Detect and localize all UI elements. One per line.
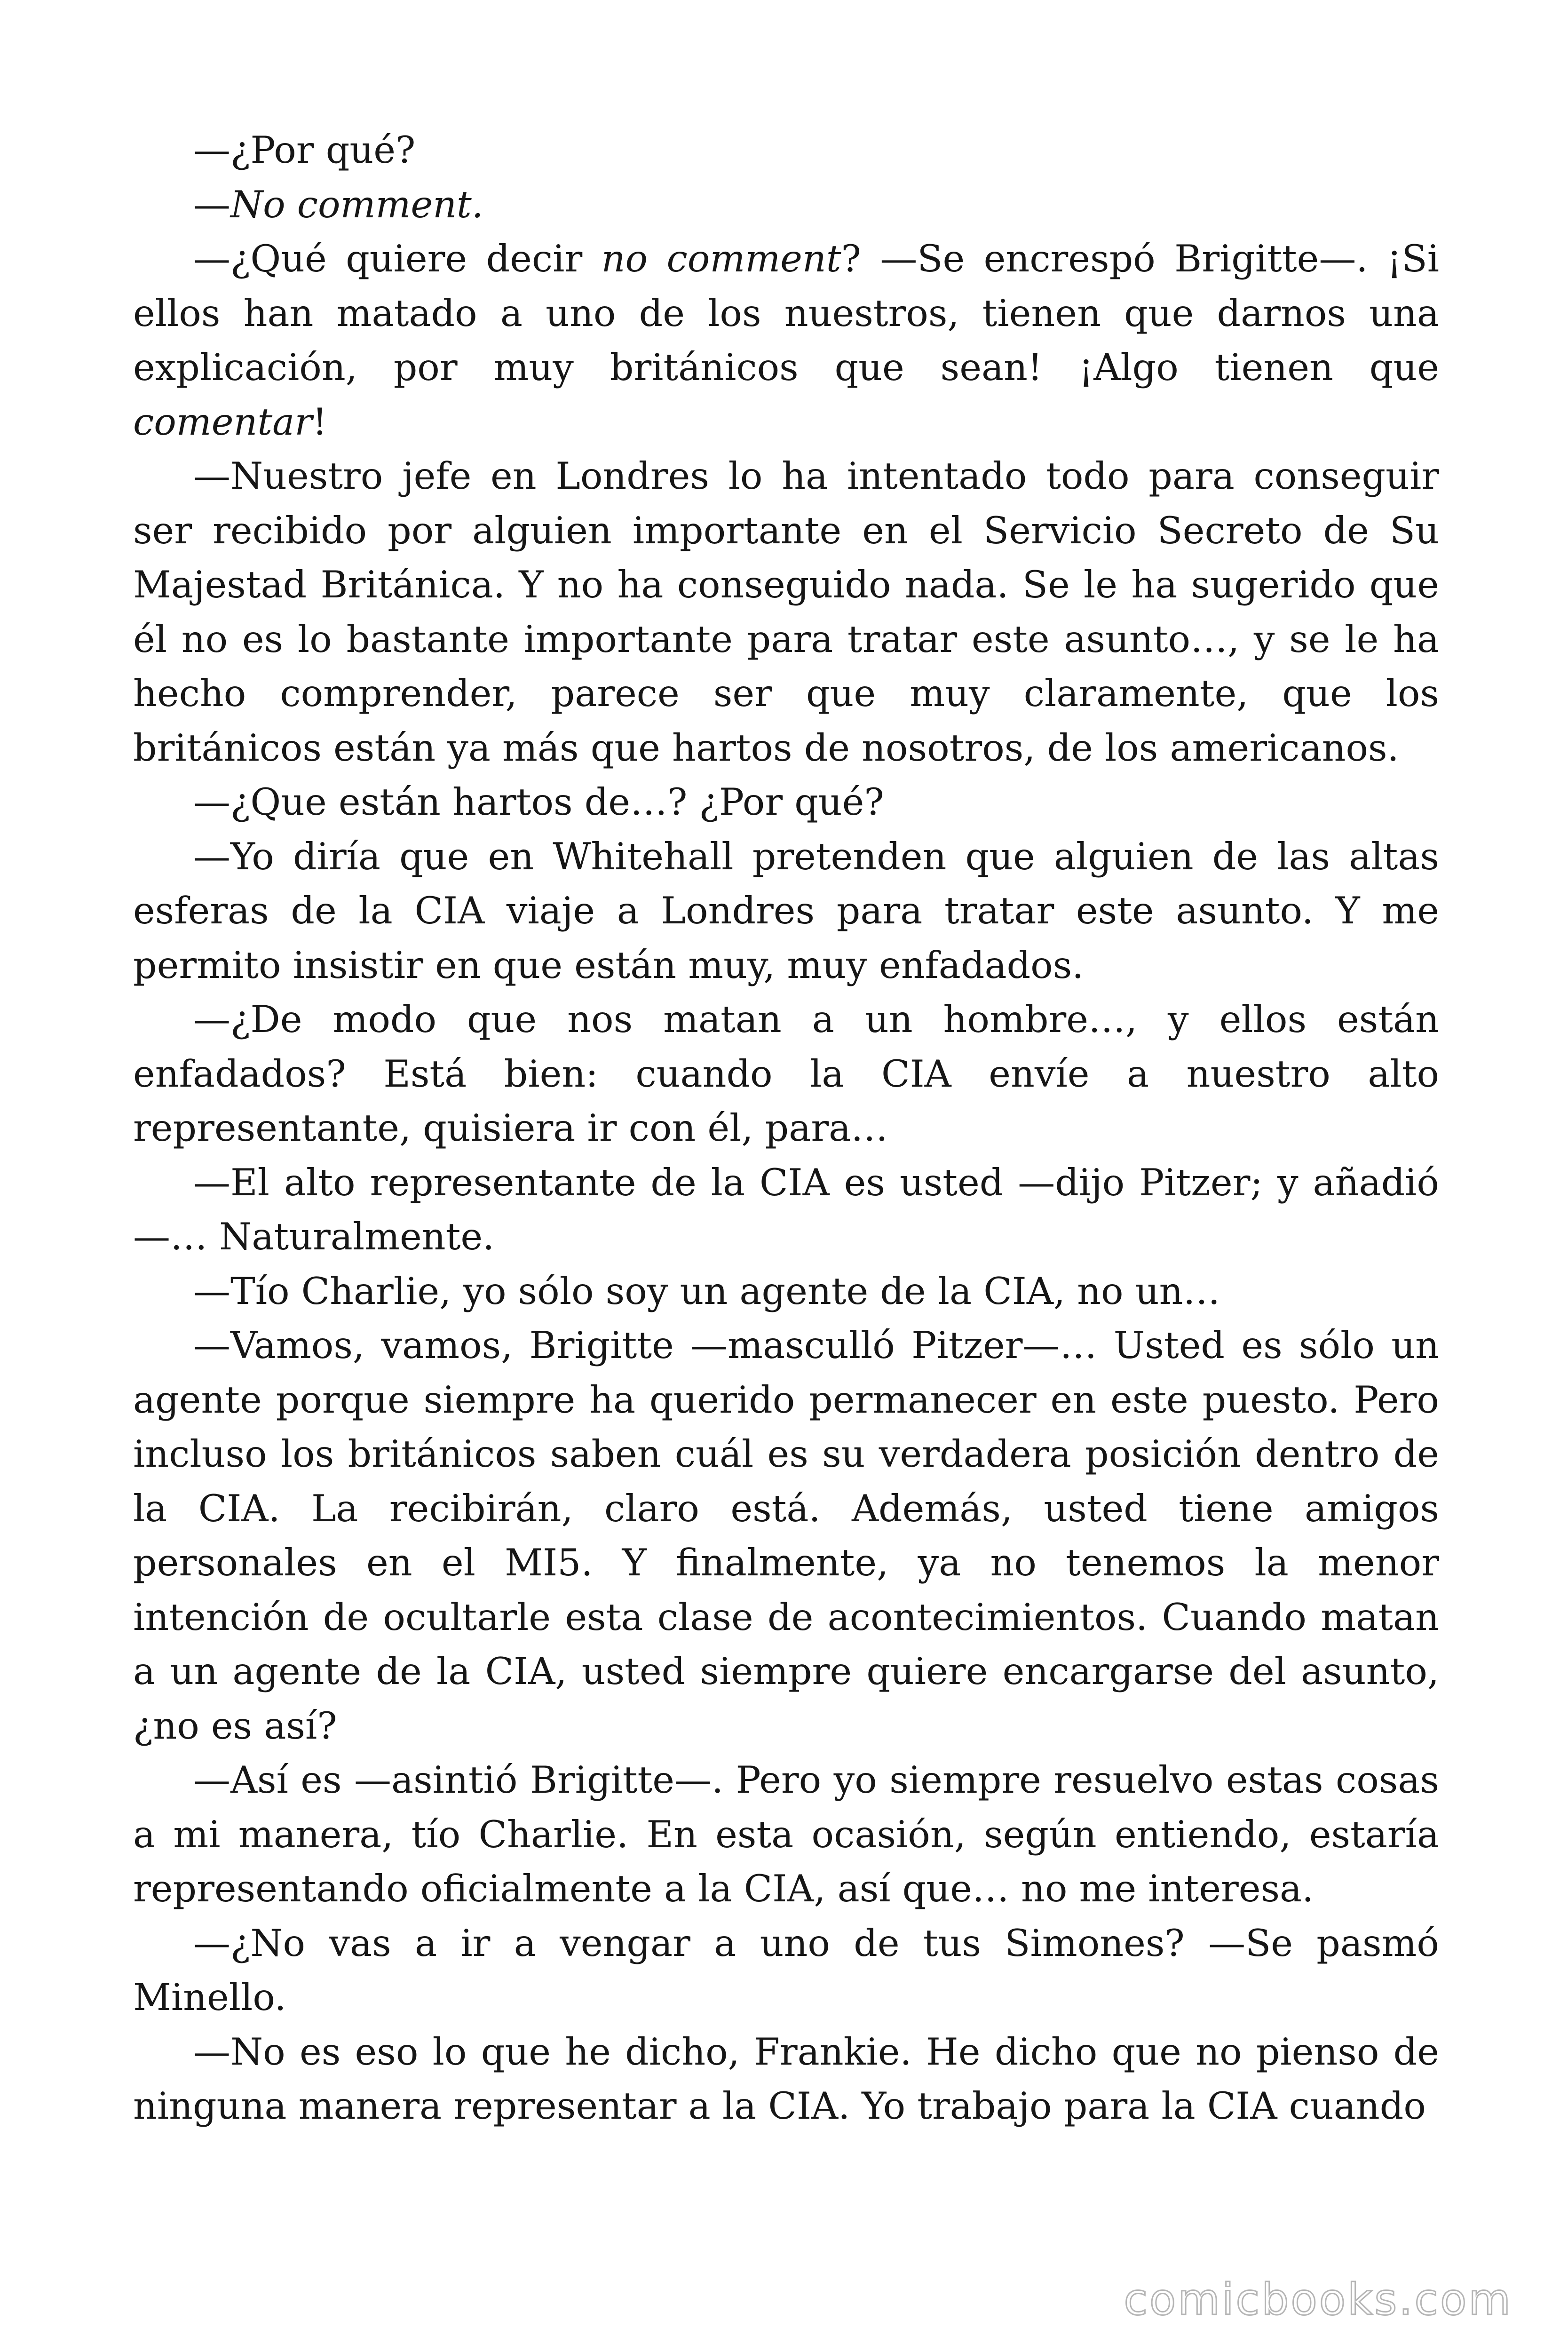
paragraph — [133, 2025, 1439, 2134]
text-segment: —Vamos, vamos, Brigitte —masculló Pitzer—… Usted es sólo un agente porque siempre ha querido permanecer en este puesto. Pero incluso los británicos saben cuál es su verdadera posición dentro de la CIA. La recibirán, claro está. Además, usted tiene amigos personales en el MI5. Y finalmente, ya no tenemos la menor intención de ocultarle esta clase de acontecimientos. Cuando matan a un agente de la CIA, usted siempre quiere encargarse del asunto, ¿no es así? — [133, 1324, 1439, 1748]
paragraph — [133, 123, 1439, 178]
paragraph — [133, 449, 1439, 775]
text-segment: —¿Por qué? — [193, 128, 416, 172]
paragraph — [133, 232, 1439, 449]
text-segment: —Así es —asintió Brigitte—. Pero yo siempre resuelvo estas cosas a mi manera, tío Charlie. En esta ocasión, según entiendo, estaría representando oficialmente a la CIA, así que… no me interesa. — [133, 1758, 1439, 1910]
italic-text: no comment — [601, 237, 841, 280]
text-segment: — — [193, 183, 230, 226]
paragraph — [133, 1156, 1439, 1264]
text-segment: —El alto representante de la CIA es usted —dijo Pitzer; y añadió —… Naturalmente. — [133, 1160, 1439, 1258]
text-segment: —¿De modo que nos matan a un hombre…, y ellos están enfadados? Está bien: cuando la CIA envíe a nuestro alto representante, quisiera ir con él, para… — [133, 998, 1439, 1150]
text-segment: —¿Qué quiere decir — [193, 237, 602, 280]
paragraph — [133, 993, 1439, 1156]
text-segment: —¿Que están hartos de…? ¿Por qué? — [193, 780, 884, 824]
text-segment: —Yo diría que en Whitehall pretenden que alguien de las altas esferas de la CIA viaje a Londres para tratar este asunto. Y me permito insistir en que están muy, muy enfadados. — [133, 834, 1439, 987]
paragraph — [133, 1916, 1439, 2025]
paragraph — [133, 1264, 1439, 1319]
text-segment: ? —Se encrespó Brigitte—. ¡Si ellos han matado a uno de los nuestros, tienen que darnos una explicación, por muy británicos que sean! ¡Algo tienen que — [133, 237, 1440, 389]
paragraph — [133, 178, 1439, 232]
paragraph — [133, 1319, 1439, 1753]
text-segment: —¿No vas a ir a vengar a uno de tus Simones? —Se pasmó Minello. — [133, 1921, 1439, 2019]
paragraph — [133, 1753, 1439, 1916]
italic-text: No comment. — [230, 183, 483, 226]
text-segment: ! — [312, 400, 327, 444]
paragraph — [133, 775, 1439, 830]
text-segment: —Tío Charlie, yo sólo soy un agente de la CIA, no un… — [193, 1269, 1220, 1313]
text-segment: —Nuestro jefe en Londres lo ha intentado todo para conseguir ser recibido por alguien importante en el Servicio Secreto de Su Majestad Británica. Y no ha conseguido nada. Se le ha sugerido que él no es lo bastante importante para tratar este asunto…, y se le ha hecho comprender, parece ser que muy claramente, que los británicos están ya más que hartos de nosotros, de los americanos. — [133, 454, 1439, 770]
site-watermark: comicbooks.com — [1124, 2274, 1513, 2325]
text-segment: —No es eso lo que he dicho, Frankie. He dicho que no pienso de ninguna manera representar a la CIA. Yo trabajo para la CIA cuando — [133, 2030, 1439, 2128]
book-page-text — [133, 123, 1439, 2134]
italic-text: comentar — [133, 400, 312, 444]
paragraph — [133, 830, 1439, 993]
